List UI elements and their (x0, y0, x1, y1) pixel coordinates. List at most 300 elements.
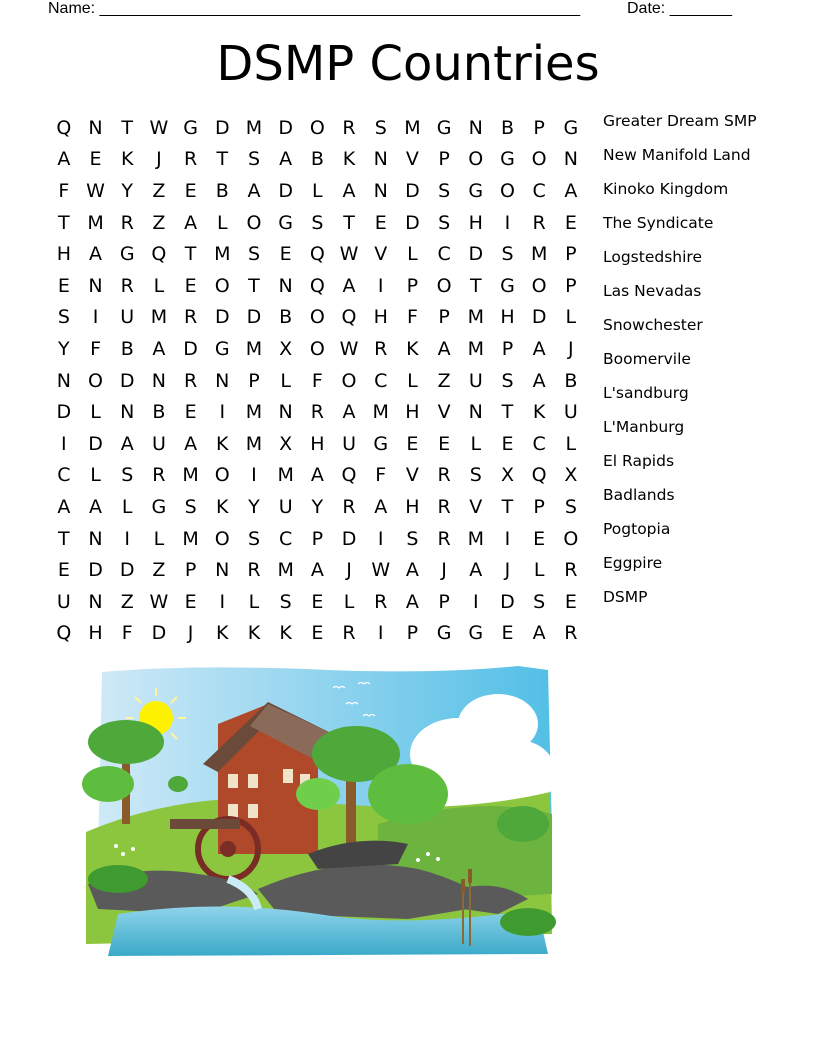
grid-letter[interactable]: N (563, 148, 578, 171)
grid-letter[interactable]: A (184, 432, 198, 455)
grid-letter[interactable]: O (88, 369, 104, 392)
grid-letter[interactable]: A (405, 590, 419, 613)
grid-letter[interactable]: Z (437, 369, 451, 392)
grid-letter[interactable]: N (215, 559, 230, 582)
grid-letter[interactable]: P (248, 369, 260, 392)
grid-letter[interactable]: A (342, 401, 356, 424)
grid-letter[interactable]: I (377, 527, 384, 550)
grid-letter[interactable]: A (374, 495, 388, 518)
grid-letter[interactable]: Q (309, 243, 325, 266)
grid-letter[interactable]: M (467, 337, 484, 360)
grid-letter[interactable]: V (405, 148, 419, 171)
grid-letter[interactable]: D (88, 559, 103, 582)
grid-letter[interactable]: A (57, 148, 71, 171)
grid-letter[interactable]: D (500, 590, 515, 613)
grid-letter[interactable]: S (279, 590, 292, 613)
grid-letter[interactable]: O (309, 337, 325, 360)
grid-letter[interactable]: M (214, 243, 231, 266)
watermill-landscape-illustration (78, 664, 556, 960)
grid-letter[interactable]: U (56, 590, 71, 613)
grid-letter[interactable]: P (184, 559, 197, 582)
grid-letter[interactable]: C (532, 179, 546, 202)
grid-letter[interactable]: R (310, 401, 324, 424)
grid-letter[interactable]: I (504, 211, 511, 234)
grid-letter[interactable]: R (564, 559, 578, 582)
grid-letter[interactable]: M (404, 116, 421, 139)
grid-letter[interactable]: M (182, 464, 199, 487)
grid-letter[interactable]: I (251, 464, 257, 487)
grid-letter[interactable]: R (120, 211, 134, 234)
grid-letter[interactable]: B (310, 148, 324, 171)
grid-letter[interactable]: F (90, 337, 101, 360)
grid-letter[interactable]: S (406, 527, 419, 550)
grid-letter[interactable]: G (500, 148, 515, 171)
grid-letter[interactable]: A (89, 495, 103, 518)
grid-letter[interactable]: I (472, 590, 479, 613)
grid-letter[interactable]: F (121, 622, 133, 645)
grid-letter[interactable]: F (375, 464, 387, 487)
grid-letter[interactable]: J (504, 559, 511, 582)
grid-letter[interactable]: G (278, 211, 294, 234)
grid-letter[interactable]: G (183, 116, 198, 139)
grid-letter[interactable]: D (151, 622, 167, 645)
grid-letter[interactable]: P (438, 148, 450, 171)
grid-letter[interactable]: P (565, 243, 577, 266)
grid-letter[interactable]: P (311, 527, 324, 550)
grid-letter[interactable]: U (151, 432, 166, 455)
grid-letter[interactable]: K (532, 401, 546, 424)
grid-letter[interactable]: E (564, 211, 577, 234)
grid-letter[interactable]: V (469, 495, 483, 518)
grid-letter[interactable]: T (216, 148, 229, 171)
grid-letter[interactable]: R (437, 464, 451, 487)
grid-letter[interactable]: K (216, 495, 229, 518)
grid-letter[interactable]: A (342, 179, 356, 202)
grid-letter[interactable]: S (501, 243, 514, 266)
grid-letter[interactable]: O (436, 274, 452, 297)
grid-letter[interactable]: S (501, 369, 514, 392)
grid-letter[interactable]: E (184, 274, 197, 297)
grid-row (48, 491, 587, 523)
grid-letter[interactable]: H (310, 432, 325, 455)
grid-letter[interactable]: K (247, 622, 261, 645)
grid-letter[interactable]: G (119, 243, 135, 266)
grid-letter[interactable]: O (341, 369, 357, 392)
grid-letter[interactable]: X (279, 337, 293, 360)
grid-letter[interactable]: T (184, 243, 197, 266)
grid-letter[interactable]: L (90, 401, 101, 424)
grid-letter[interactable]: D (246, 306, 262, 329)
grid-letter[interactable]: Q (341, 306, 357, 329)
grid-letter[interactable]: D (214, 306, 230, 329)
grid-letter[interactable]: P (438, 306, 450, 329)
grid-letter[interactable]: D (214, 116, 230, 139)
grid-letter[interactable]: M (245, 116, 263, 139)
grid-letter[interactable]: B (215, 179, 229, 202)
grid-letter[interactable]: E (564, 590, 577, 613)
grid-letter[interactable]: Z (152, 211, 166, 234)
grid-letter[interactable]: R (183, 306, 198, 329)
grid-letter[interactable]: R (342, 116, 356, 139)
grid-letter[interactable]: L (216, 211, 228, 234)
grid-letter[interactable]: A (89, 243, 103, 266)
grid-letter[interactable]: T (501, 401, 514, 424)
grid-letter[interactable]: N (88, 274, 103, 297)
grid-letter[interactable]: Q (56, 116, 72, 139)
grid-letter[interactable]: L (565, 432, 577, 455)
grid-letter[interactable]: O (468, 148, 484, 171)
grid-letter[interactable]: N (56, 369, 71, 392)
grid-letter[interactable]: Y (121, 179, 134, 202)
grid-letter[interactable]: O (246, 211, 262, 234)
grid-letter[interactable]: T (343, 211, 355, 234)
grid-letter[interactable]: H (405, 401, 420, 424)
word-list-item: L'Manburg (603, 418, 685, 436)
grid-row (48, 207, 587, 239)
grid-letter[interactable]: R (437, 495, 451, 518)
grid-letter[interactable]: M (277, 464, 294, 487)
grid-letter[interactable]: N (88, 527, 103, 550)
grid-letter[interactable]: W (149, 116, 169, 139)
grid-letter[interactable]: I (61, 432, 67, 455)
grid-letter[interactable]: U (468, 369, 483, 392)
grid-letter[interactable]: Z (152, 559, 166, 582)
grid-letter[interactable]: N (373, 148, 388, 171)
grid-letter[interactable]: A (184, 211, 198, 234)
grid-letter[interactable]: B (279, 306, 293, 329)
grid-letter[interactable]: X (500, 464, 514, 487)
grid-letter[interactable]: A (152, 337, 166, 360)
grid-letter[interactable]: U (278, 495, 293, 518)
grid-letter[interactable]: N (468, 401, 483, 424)
grid-letter[interactable]: E (184, 179, 197, 202)
grid-letter[interactable]: A (437, 337, 451, 360)
grid-letter[interactable]: P (406, 622, 419, 645)
letter-grid[interactable] (48, 112, 587, 649)
grid-letter[interactable]: E (374, 211, 387, 234)
grid-letter[interactable]: R (532, 211, 546, 234)
grid-letter[interactable]: D (119, 369, 135, 392)
grid-letter[interactable]: M (245, 337, 263, 360)
grid-letter[interactable]: O (214, 527, 230, 550)
grid-letter[interactable]: B (564, 369, 578, 392)
grid-letter[interactable]: L (470, 432, 482, 455)
grid-letter[interactable]: S (438, 211, 451, 234)
grid-letter[interactable]: T (248, 274, 260, 297)
grid-letter[interactable]: P (438, 590, 450, 613)
grid-letter[interactable]: M (372, 401, 389, 424)
grid-letter[interactable]: K (406, 337, 419, 360)
grid-letter[interactable]: K (279, 622, 292, 645)
grid-letter[interactable]: A (310, 464, 324, 487)
date-field-label[interactable]: Date: _______ (627, 0, 732, 17)
grid-letter[interactable]: D (119, 559, 135, 582)
grid-letter[interactable]: N (278, 274, 293, 297)
grid-letter[interactable]: P (533, 495, 545, 518)
grid-letter[interactable]: A (532, 369, 546, 392)
grid-letter[interactable]: A (279, 148, 293, 171)
grid-letter[interactable]: N (468, 116, 483, 139)
grid-letter[interactable]: E (57, 274, 70, 297)
grid-letter[interactable]: A (342, 274, 356, 297)
grid-letter[interactable]: I (219, 401, 226, 424)
grid-letter[interactable]: N (151, 369, 167, 392)
grid-letter[interactable]: P (565, 274, 577, 297)
grid-letter[interactable]: C (374, 369, 388, 392)
grid-letter[interactable]: V (405, 464, 419, 487)
grid-letter[interactable]: L (312, 179, 323, 202)
grid-row (48, 523, 587, 555)
grid-letter[interactable]: I (377, 622, 384, 645)
grid-letter[interactable]: E (311, 590, 324, 613)
grid-letter[interactable]: V (374, 243, 388, 266)
grid-letter[interactable]: I (124, 527, 131, 550)
grid-letter[interactable]: Q (309, 274, 325, 297)
grid-letter[interactable]: Q (56, 622, 72, 645)
grid-letter[interactable]: A (532, 337, 546, 360)
grid-letter[interactable]: R (342, 495, 356, 518)
grid-letter[interactable]: O (531, 148, 547, 171)
grid-letter[interactable]: A (469, 559, 483, 582)
grid-letter[interactable]: Y (248, 495, 260, 518)
grid-letter[interactable]: O (214, 274, 230, 297)
grid-letter[interactable]: M (245, 401, 263, 424)
grid-letter[interactable]: A (57, 495, 71, 518)
grid-letter[interactable]: W (86, 179, 105, 202)
grid-letter[interactable]: R (183, 148, 198, 171)
grid-letter[interactable]: A (120, 432, 134, 455)
grid-letter[interactable]: J (568, 337, 574, 360)
grid-letter[interactable]: F (58, 179, 70, 202)
grid-letter[interactable]: L (565, 306, 577, 329)
grid-letter[interactable]: J (156, 148, 162, 171)
grid-letter[interactable]: E (184, 590, 197, 613)
grid-letter[interactable]: S (57, 306, 70, 329)
grid-letter[interactable]: X (279, 432, 293, 455)
grid-letter[interactable]: I (377, 274, 384, 297)
grid-letter[interactable]: S (247, 527, 260, 550)
grid-letter[interactable]: Q (531, 464, 547, 487)
grid-letter[interactable]: D (278, 116, 293, 139)
grid-letter[interactable]: I (92, 306, 99, 329)
grid-letter[interactable]: M (245, 432, 263, 455)
grid-letter[interactable]: C (279, 527, 293, 550)
grid-letter[interactable]: U (342, 432, 356, 455)
grid-letter[interactable]: L (407, 243, 418, 266)
grid-letter[interactable]: W (339, 243, 359, 266)
grid-letter[interactable]: D (405, 179, 420, 202)
grid-letter[interactable]: L (533, 559, 545, 582)
grid-letter[interactable]: R (564, 622, 578, 645)
grid-letter[interactable]: H (405, 495, 420, 518)
grid-letter[interactable]: K (216, 432, 229, 455)
grid-letter[interactable]: M (87, 211, 104, 234)
grid-letter[interactable]: N (88, 590, 103, 613)
grid-letter[interactable]: D (278, 179, 293, 202)
grid-letter[interactable]: C (437, 243, 451, 266)
grid-letter[interactable]: H (88, 622, 103, 645)
grid-letter[interactable]: R (342, 622, 356, 645)
grid-letter[interactable]: L (248, 590, 260, 613)
grid-letter[interactable]: Z (152, 179, 166, 202)
grid-letter[interactable]: O (309, 306, 325, 329)
grid-letter[interactable]: V (437, 401, 451, 424)
grid-letter[interactable]: Y (311, 495, 324, 518)
grid-letter[interactable]: M (530, 243, 548, 266)
grid-letter[interactable]: O (499, 179, 515, 202)
grid-letter[interactable]: T (501, 495, 514, 518)
grid-letter[interactable]: R (183, 369, 198, 392)
grid-letter[interactable]: P (406, 274, 419, 297)
grid-letter[interactable]: D (341, 527, 357, 550)
grid-letter[interactable]: H (468, 211, 483, 234)
grid-letter[interactable]: H (56, 243, 71, 266)
grid-letter[interactable]: T (121, 116, 134, 139)
grid-letter[interactable]: L (343, 590, 355, 613)
grid-letter[interactable]: E (501, 432, 514, 455)
grid-letter[interactable]: Z (120, 590, 134, 613)
grid-letter[interactable]: S (247, 243, 260, 266)
grid-letter[interactable]: R (152, 464, 166, 487)
grid-letter[interactable]: O (531, 274, 547, 297)
grid-letter[interactable]: A (405, 559, 419, 582)
grid-letter[interactable]: I (219, 590, 226, 613)
grid-letter[interactable]: M (467, 527, 484, 550)
grid-letter[interactable]: P (533, 116, 545, 139)
grid-letter[interactable]: D (56, 401, 72, 424)
grid-letter[interactable]: Y (58, 337, 70, 360)
grid-letter[interactable]: C (57, 464, 71, 487)
grid-letter[interactable]: G (468, 179, 484, 202)
grid-letter[interactable]: T (58, 211, 70, 234)
grid-letter[interactable]: T (58, 527, 70, 550)
grid-letter[interactable]: S (121, 464, 134, 487)
grid-letter[interactable]: S (564, 495, 577, 518)
grid-letter[interactable]: W (371, 559, 391, 582)
grid-letter[interactable]: N (215, 369, 230, 392)
grid-letter[interactable]: D (468, 243, 484, 266)
grid-letter[interactable]: W (149, 590, 169, 613)
grid-letter[interactable]: E (501, 622, 514, 645)
grid-letter[interactable]: N (373, 179, 388, 202)
grid-letter[interactable]: S (533, 590, 546, 613)
grid-letter[interactable]: E (184, 401, 197, 424)
grid-letter[interactable]: R (374, 337, 388, 360)
grid-letter[interactable]: J (187, 622, 194, 645)
grid-letter[interactable]: K (120, 148, 134, 171)
grid-letter[interactable]: S (311, 211, 324, 234)
grid-letter[interactable]: L (153, 274, 165, 297)
grid-letter[interactable]: R (374, 590, 388, 613)
grid-letter[interactable]: G (436, 116, 452, 139)
grid-letter[interactable]: U (120, 306, 135, 329)
grid-letter[interactable]: F (406, 306, 418, 329)
grid-letter[interactable]: C (532, 432, 546, 455)
grid-letter[interactable]: E (438, 432, 451, 455)
grid-letter[interactable]: O (214, 464, 230, 487)
grid-letter[interactable]: E (406, 432, 419, 455)
grid-letter[interactable]: A (532, 622, 546, 645)
grid-letter[interactable]: S (184, 495, 197, 518)
grid-letter[interactable]: G (151, 495, 167, 518)
grid-letter[interactable]: L (121, 495, 133, 518)
grid-letter[interactable]: G (468, 622, 484, 645)
grid-letter[interactable]: M (467, 306, 484, 329)
grid-letter[interactable]: R (120, 274, 134, 297)
grid-letter[interactable]: K (342, 148, 356, 171)
grid-letter[interactable]: D (405, 211, 420, 234)
grid-letter[interactable]: O (563, 527, 579, 550)
grid-letter[interactable]: J (441, 559, 447, 582)
grid-letter[interactable]: N (278, 401, 293, 424)
grid-letter[interactable]: G (500, 274, 515, 297)
grid-letter[interactable]: H (500, 306, 515, 329)
grid-letter[interactable]: S (438, 179, 451, 202)
grid-letter[interactable]: Q (151, 243, 167, 266)
grid-letter[interactable]: R (437, 527, 451, 550)
grid-letter[interactable]: O (309, 116, 325, 139)
grid-letter[interactable]: X (564, 464, 578, 487)
grid-letter[interactable]: A (310, 559, 324, 582)
grid-row (48, 586, 587, 618)
grid-letter[interactable]: W (339, 337, 359, 360)
grid-letter[interactable]: N (88, 116, 103, 139)
grid-letter[interactable]: S (247, 148, 260, 171)
grid-letter[interactable]: L (153, 527, 165, 550)
grid-letter[interactable]: S (469, 464, 482, 487)
watermill-building (203, 702, 333, 854)
name-field-label[interactable]: Name: ______________________________________________________ (48, 0, 581, 17)
grid-letter[interactable]: G (563, 116, 579, 139)
grid-letter[interactable]: E (57, 559, 70, 582)
grid-letter[interactable]: D (183, 337, 198, 360)
grid-letter[interactable]: B (152, 401, 166, 424)
word-list-item: Greater Dream SMP (603, 112, 757, 130)
grid-letter[interactable]: P (501, 337, 514, 360)
grid-letter[interactable]: G (373, 432, 389, 455)
grid-letter[interactable]: A (247, 179, 261, 202)
grid-letter[interactable]: D (88, 432, 103, 455)
grid-letter[interactable]: L (280, 369, 291, 392)
grid-letter[interactable]: E (533, 527, 546, 550)
grid-letter[interactable]: G (214, 337, 230, 360)
grid-letter[interactable]: L (407, 369, 418, 392)
grid-letter[interactable]: I (504, 527, 511, 550)
grid-letter[interactable]: N (120, 401, 135, 424)
grid-letter[interactable]: S (374, 116, 387, 139)
grid-letter[interactable]: B (500, 116, 514, 139)
grid-letter[interactable]: A (564, 179, 578, 202)
grid-letter[interactable]: K (216, 622, 229, 645)
grid-letter[interactable]: M (182, 527, 199, 550)
grid-letter[interactable]: T (469, 274, 482, 297)
grid-letter[interactable]: M (150, 306, 168, 329)
grid-letter[interactable]: E (279, 243, 292, 266)
grid-letter[interactable]: J (346, 559, 352, 582)
grid-letter[interactable]: E (311, 622, 324, 645)
grid-letter[interactable]: M (277, 559, 294, 582)
grid-letter[interactable]: G (436, 622, 452, 645)
grid-letter[interactable]: U (563, 401, 578, 424)
grid-letter[interactable]: H (373, 306, 388, 329)
grid-letter[interactable]: L (90, 464, 101, 487)
grid-letter[interactable]: D (531, 306, 547, 329)
grid-letter[interactable]: F (311, 369, 323, 392)
grid-letter[interactable]: B (120, 337, 134, 360)
grid-letter[interactable]: Q (341, 464, 357, 487)
grid-letter[interactable]: R (247, 559, 261, 582)
grid-letter[interactable]: E (89, 148, 102, 171)
